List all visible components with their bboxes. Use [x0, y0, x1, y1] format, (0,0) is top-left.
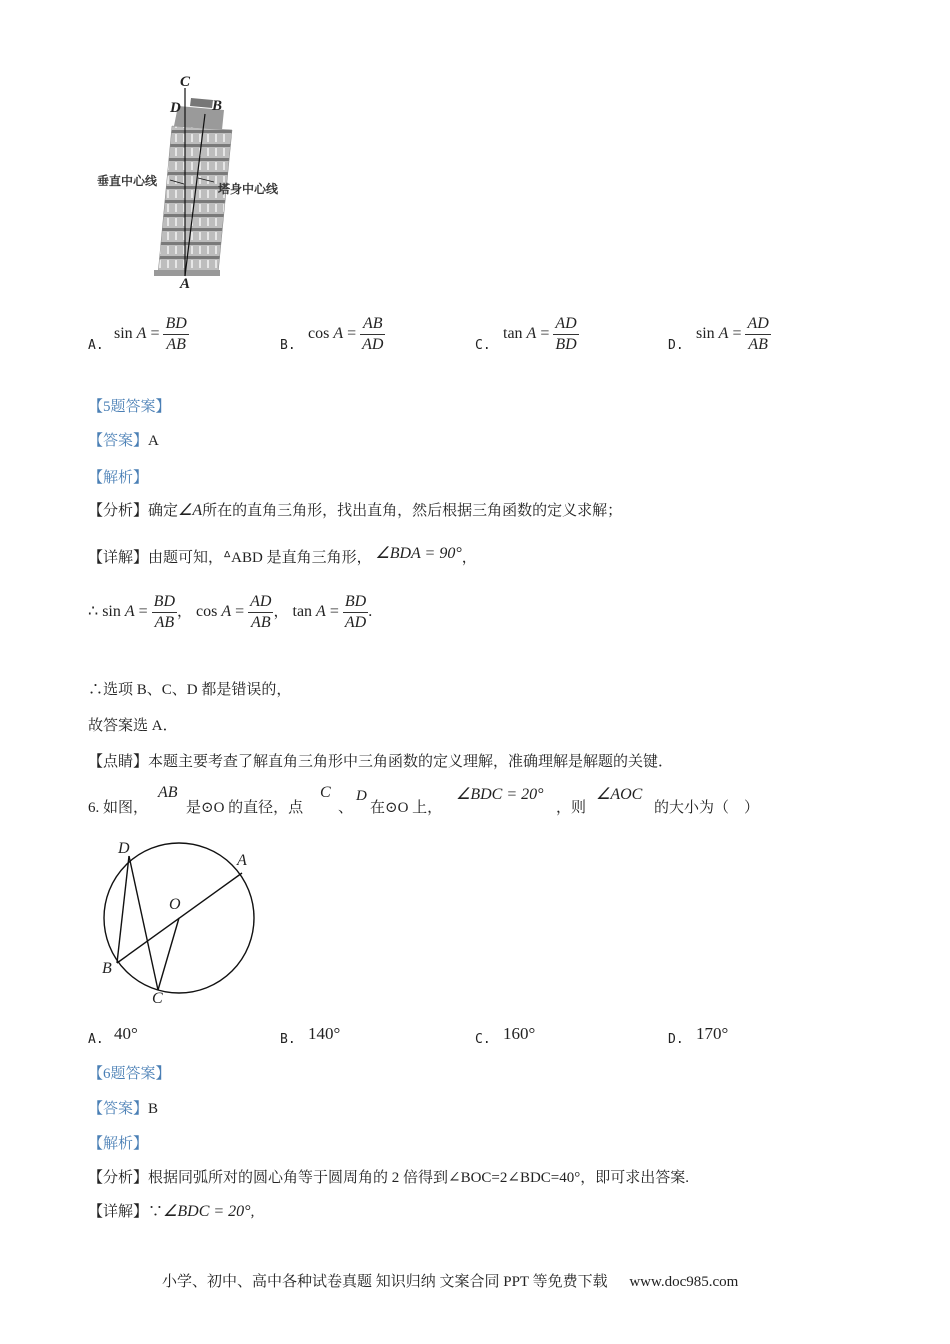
- answer-value: B: [148, 1101, 159, 1117]
- page-footer: [162, 1270, 738, 1291]
- fraction: $\frac{AD}{AB}$: [250, 593, 272, 631]
- q5-answer: [88, 429, 159, 450]
- q6-xiangjie: 【详解】∵∠BDC = 20°,: [88, 1203, 255, 1220]
- q6-answer: [88, 1097, 158, 1118]
- circle-label-a: A: [237, 852, 247, 869]
- option-letter: B.: [280, 338, 296, 353]
- q5-analysis-header: 【解析】: [88, 470, 149, 486]
- tower-figure: [92, 74, 322, 294]
- option-letter: A.: [88, 338, 104, 353]
- footer-text: 小学、初中、高中各种试卷真题 知识归纳 文案合同 PPT 等免费下载: [162, 1274, 608, 1290]
- tower-label-c: C: [180, 74, 191, 90]
- answer-tag: 【答案】: [88, 433, 149, 449]
- q5-dianjing: 【点睛】本题主要考查了解直角三角形中三角函数的定义理解，准确理解是解题的关键．: [88, 754, 674, 770]
- tower-label-a: A: [180, 276, 191, 292]
- q5-conclusion-2: 故答案选 A．: [88, 718, 178, 734]
- q5-formulas: ∴ sin A = $\frac{BD}{AB}$ ， cos A = $\frac{AD}{AB}$ ， tan A = $\frac{BD}{AD}$ .: [88, 593, 373, 631]
- q6-question: 6. 如图， AB 是⊙O 的直径，点 C 、 D 在⊙O 上， ∠BDC = 20° ，则 ∠AOC 的大小为（ ）: [88, 784, 760, 816]
- q6-answer-header: 【6题答案】: [88, 1066, 171, 1082]
- q5-xiangjie: 【详解】由题可知，ᐞABD 是直角三角形， ∠BDA = 90°，: [88, 545, 477, 566]
- option-letter: D.: [668, 338, 684, 353]
- q5-fenxi: 【分析】确定∠A所在的直角三角形，找出直角，然后根据三角函数的定义求解；: [88, 502, 623, 519]
- circle-label-b: B: [102, 960, 112, 977]
- tower-center-line-label: 塔身中心线: [218, 182, 279, 196]
- tower-label-b: B: [212, 98, 223, 114]
- vertical-center-line-label: 垂直中心线: [97, 174, 158, 188]
- circle-figure: [96, 838, 266, 1013]
- q5-answer-header: 【5题答案】: [88, 399, 171, 415]
- fraction: $\frac{BD}{AB}$: [165, 315, 187, 353]
- q5-conclusion-1: ∴选项 B、C、D 都是错误的，: [88, 682, 292, 698]
- fraction: $\frac{AD}{BD}$: [555, 315, 577, 353]
- circle-label-c: C: [152, 990, 163, 1007]
- circle-label-d: D: [118, 840, 130, 857]
- fraction: $\frac{BD}{AB}$: [153, 593, 175, 631]
- fraction: $\frac{BD}{AD}$: [344, 593, 367, 631]
- q6-fenxi: 【分析】根据同弧所对的圆心角等于圆周角的 2 倍得到∠BOC=2∠BDC=40°，即可求出答案.: [88, 1170, 690, 1186]
- footer-link[interactable]: www.doc985.com: [629, 1274, 739, 1290]
- fraction: $\frac{AD}{AB}$: [747, 315, 769, 353]
- answer-value: A: [148, 433, 159, 449]
- fraction: $\frac{AB}{AD}$: [362, 315, 384, 353]
- circle-label-o: O: [169, 896, 181, 913]
- tower-label-d: D: [170, 100, 181, 116]
- option-letter: C.: [475, 338, 491, 353]
- answer-tag: 【答案】: [88, 1101, 149, 1117]
- q6-analysis-header: 【解析】: [88, 1136, 149, 1152]
